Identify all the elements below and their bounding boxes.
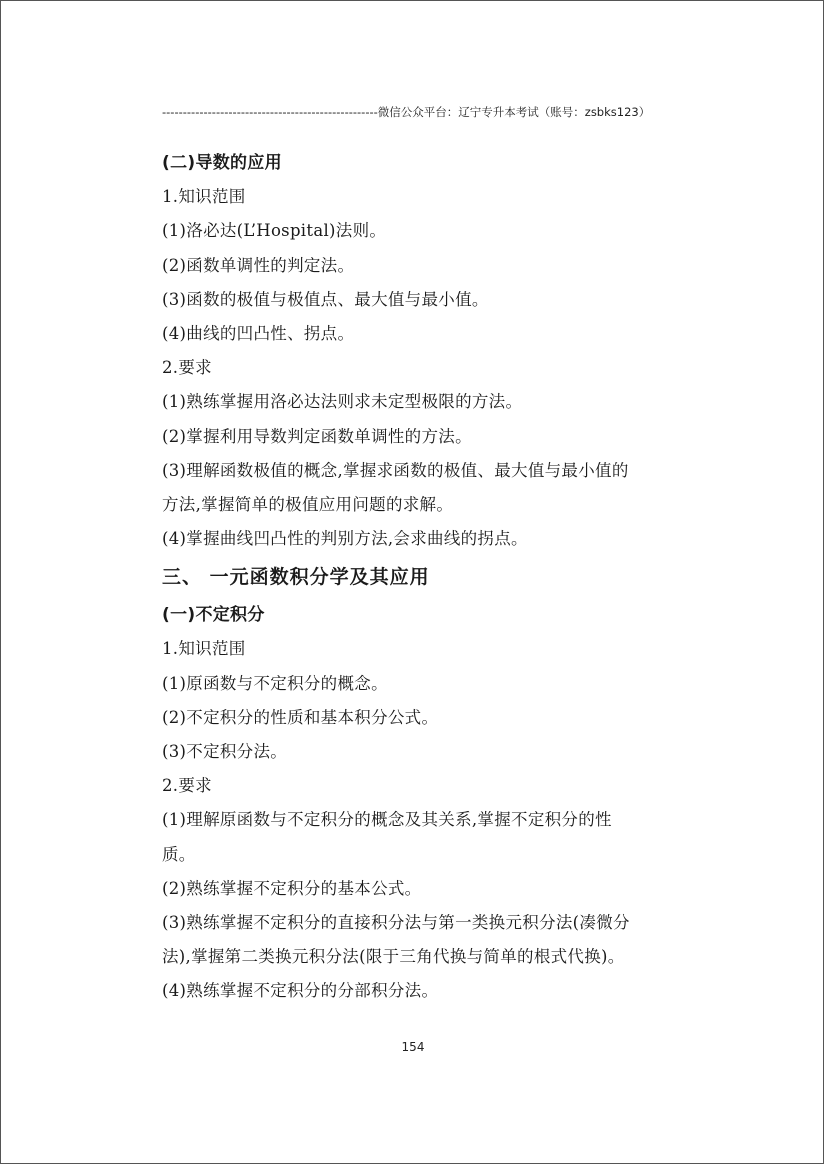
paragraph-line: 法),掌握第二类换元积分法(限于三角代换与简单的根式代换)。	[162, 947, 625, 967]
paragraph-line: 方法,掌握简单的极值应用问题的求解。	[162, 494, 454, 514]
paragraph-line: 质。	[162, 844, 196, 864]
paragraph-line: 1.知识范围	[162, 187, 246, 207]
paragraph-line: (3)熟练掌握不定积分的直接积分法与第一类换元积分法(凑微分	[162, 912, 630, 932]
paragraph-line: (2)熟练掌握不定积分的基本公式。	[162, 878, 422, 898]
paragraph-line: (3)函数的极值与极值点、最大值与最小值。	[162, 289, 489, 309]
paragraph-line: (1)熟练掌握用洛必达法则求未定型极限的方法。	[162, 392, 523, 412]
paragraph-line: (2)函数单调性的判定法。	[162, 255, 355, 275]
section-heading: 三、 一元函数积分学及其应用	[162, 566, 430, 589]
paragraph-line: 1.知识范围	[162, 639, 246, 659]
document-body	[162, 146, 672, 1009]
page-header: ----------------------------------------------------微信公众平台：辽宁专升本考试（账号：zsbks123）	[162, 105, 651, 119]
paragraph-line: (1)原函数与不定积分的概念。	[162, 673, 388, 693]
subsection-heading: (一)不定积分	[162, 605, 265, 626]
page-number: 154	[401, 1040, 425, 1054]
paragraph-line: (4)曲线的凹凸性、拐点。	[162, 323, 355, 343]
paragraph-line: (4)掌握曲线凹凸性的判别方法,会求曲线的拐点。	[162, 529, 528, 549]
subsection-heading: (二)导数的应用	[162, 153, 282, 173]
paragraph-line: (4)熟练掌握不定积分的分部积分法。	[162, 981, 439, 1001]
paragraph-line: (3)理解函数极值的概念,掌握求函数的极值、最大值与最小值的	[162, 460, 629, 480]
paragraph-line: 2.要求	[162, 776, 212, 796]
paragraph-line: (3)不定积分法。	[162, 742, 288, 761]
paragraph-line: 2.要求	[162, 358, 212, 378]
paragraph-line: (2)不定积分的性质和基本积分公式。	[162, 707, 439, 727]
paragraph-line: (1)洛必达(L’Hospital)法则。	[162, 221, 387, 241]
paragraph-line: (1)理解原函数与不定积分的概念及其关系,掌握不定积分的性	[162, 810, 612, 830]
paragraph-line: (2)掌握利用导数判定函数单调性的方法。	[162, 426, 472, 446]
